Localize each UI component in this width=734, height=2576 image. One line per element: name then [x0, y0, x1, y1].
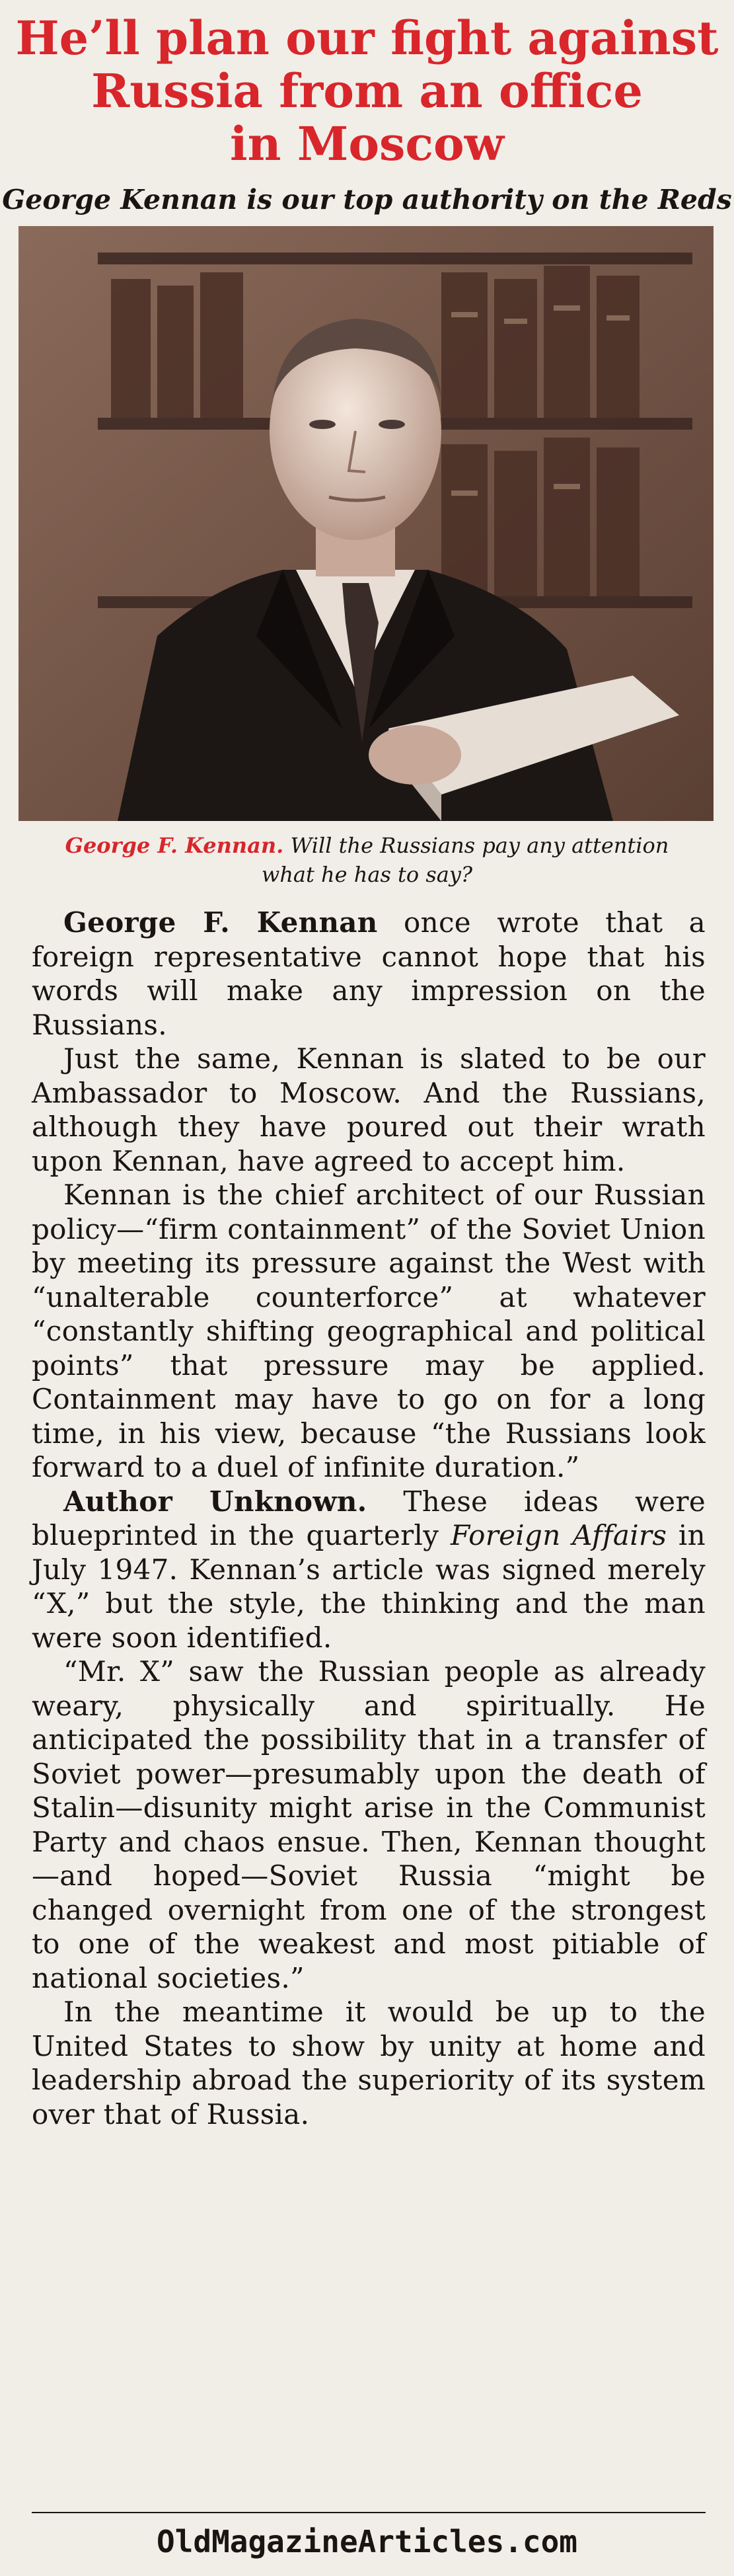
portrait-photo: [18, 226, 714, 821]
headline-line-2: Russia from an office: [91, 63, 643, 118]
caption-text-1: Will the Russians pay any attention: [290, 833, 669, 858]
publication-title: Foreign Affairs: [451, 1519, 667, 1551]
lead-name: George F. Kennan: [63, 906, 378, 939]
paragraph-2: Just the same, Kennan is slated to be our Ambassador to Moscow. And the Russians, although they have poured out their wrath upon Kennan, have agreed to accept him.: [32, 1042, 706, 1177]
paragraph-6: In the meantime it would be up to the United States to show by unity at home and leadership abroad the superiority of its system over that of Russia.: [32, 1996, 706, 2130]
headline: [0, 12, 734, 171]
headline-line-1: He’ll plan our fight against: [15, 11, 719, 65]
paragraph-3: Kennan is the chief architect of our Russian policy—“firm containment” of the Soviet Union by meeting its pressure against the West with “unalterable counterforce” at whatever “constantly shifting geographical and political points” that pressure may be applied. Containment may have to go on for a long time, in his view, because “the Russians look forward to a duel of infinite duration.”: [32, 1179, 706, 1483]
article-body: [32, 906, 706, 2131]
paragraph-5: “Mr. X” saw the Russian people as already weary, physically and spiritually. He anticipated the possibility that in a transfer of Soviet power—presumably upon the death of Stalin—disunity might arise in the Communist Party and chaos ensue. Then, Kennan thought—and hoped—Soviet Russia “might be changed overnight from one of the strongest to one of the weakest and most pitiable of national societies.”: [32, 1655, 706, 1994]
paragraph-1-text: once wrote that a foreign representative cannot hope that his words will make any impression on the Russians.: [32, 906, 706, 1041]
subheadline: George Kennan is our top authority on the Reds: [2, 184, 732, 215]
paragraph-4: [32, 1485, 706, 1655]
paragraph-4-text-b: in July 1947. Kennan’s article was signed merely “X,” but the style, the thinking and the man were soon identified.: [32, 1519, 706, 1654]
caption-line-2: what he has to say?: [261, 862, 473, 887]
section-heading: Author Unknown.: [63, 1485, 367, 1518]
headline-line-3: in Moscow: [229, 116, 504, 171]
paragraph-4-text-a: These ideas were blueprinted in the quarterly: [32, 1485, 706, 1551]
caption-line-1: [0, 831, 734, 860]
caption-name: George F. Kennan.: [65, 833, 284, 858]
paragraph-1: [32, 906, 706, 1042]
photo-caption: [0, 831, 734, 889]
portrait-illustration: [18, 226, 714, 821]
footer-divider: [32, 2512, 706, 2513]
footer-source: OldMagazineArticles.com: [157, 2524, 577, 2559]
